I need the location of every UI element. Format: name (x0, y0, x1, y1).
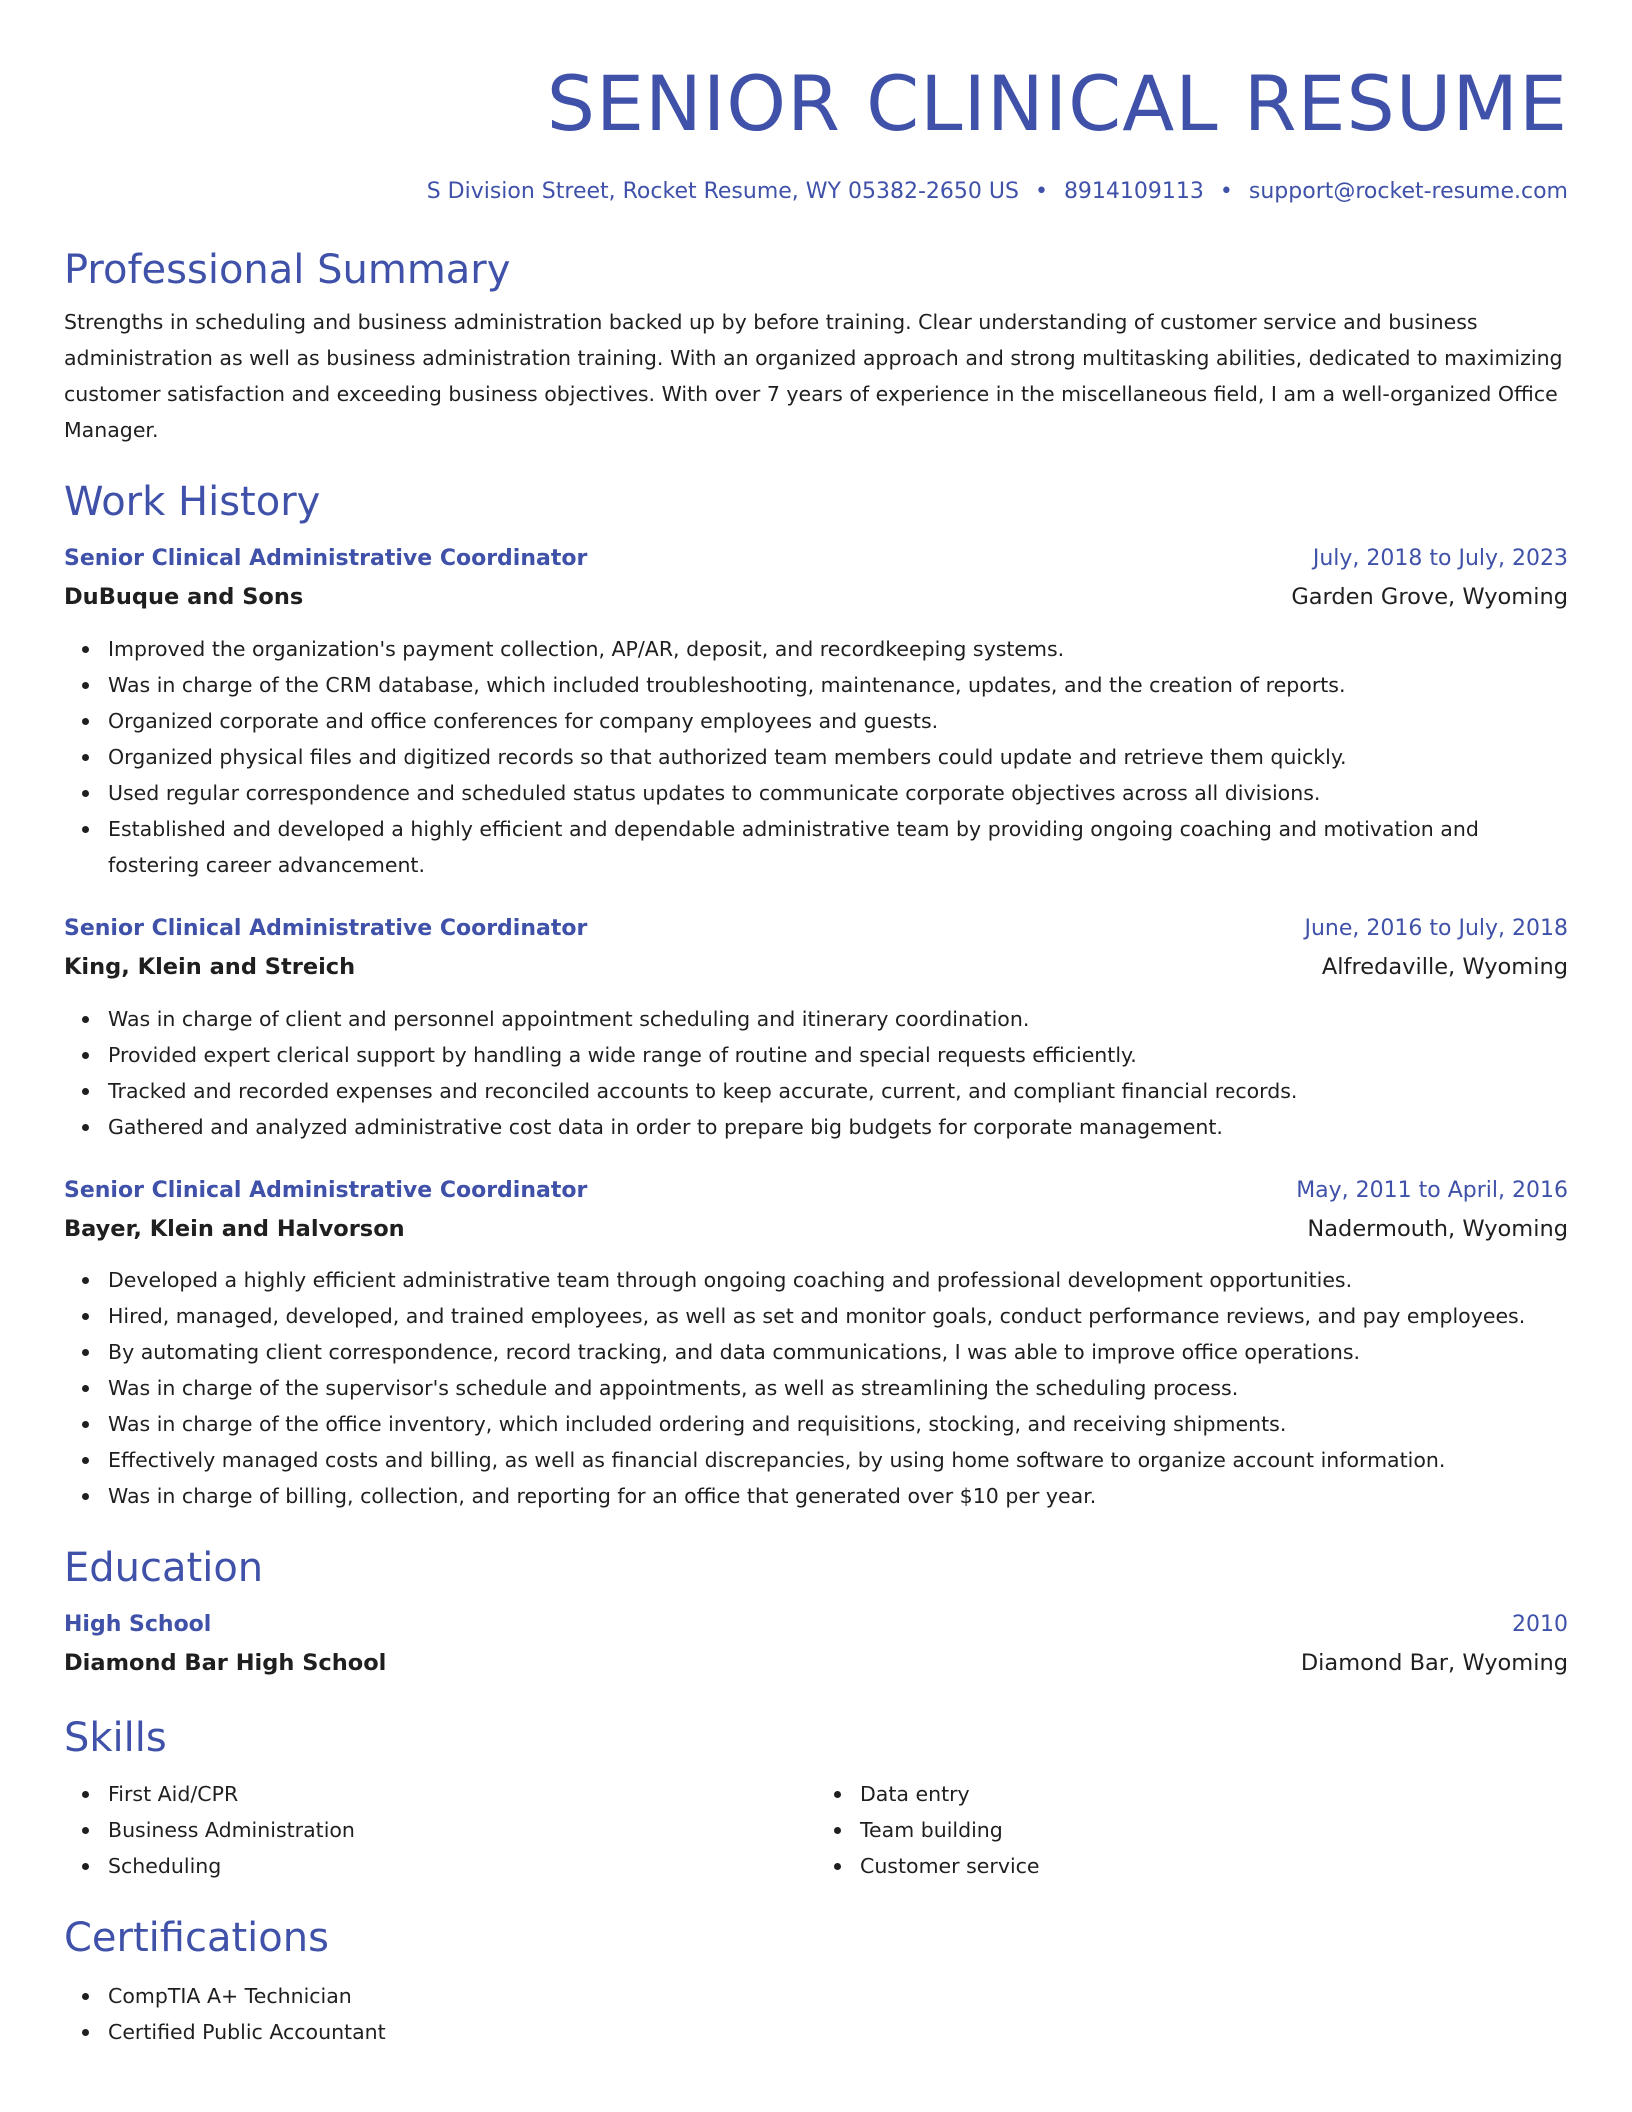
job-bullet: By automating client correspondence, record tracking, and data communications, I was able to improve office operations. (108, 1334, 1568, 1370)
work-history-section (64, 476, 1568, 1514)
skill-item: Team building (860, 1812, 1568, 1848)
contact-address: S Division Street, Rocket Resume, WY 05382-2650 US (426, 179, 1019, 204)
education-location: Diamond Bar, Wyoming (1300, 1650, 1568, 1676)
job-bullet: Organized physical files and digitized records so that authorized team members could update and retrieve them quickly. (108, 739, 1568, 775)
education-heading: Education (64, 1545, 264, 1591)
job-bullet: Hired, managed, developed, and trained employees, as well as set and monitor goals, conduct performance reviews, and pay employees. (108, 1298, 1568, 1334)
job-bullet: Was in charge of billing, collection, and reporting for an office that generated over $10 per year. (108, 1478, 1568, 1514)
summary-heading: Professional Summary (64, 247, 511, 293)
job-bullets (64, 1001, 1568, 1145)
job-entry (64, 540, 1568, 883)
contact-line (64, 176, 1568, 208)
job-location: Garden Grove, Wyoming (1291, 584, 1568, 610)
job-entry (64, 910, 1568, 1145)
job-location: Nadermouth, Wyoming (1307, 1216, 1568, 1242)
job-title: Senior Clinical Administrative Coordinator (64, 1178, 588, 1203)
skill-item: First Aid/CPR (108, 1776, 816, 1812)
contact-separator: • (1034, 179, 1048, 204)
certification-item: Certified Public Accountant (108, 2014, 1568, 2050)
job-bullet: Developed a highly efficient administrative team through ongoing coaching and professional development opportunities. (108, 1262, 1568, 1298)
job-title: Senior Clinical Administrative Coordinator (64, 916, 588, 941)
skill-item: Business Administration (108, 1812, 816, 1848)
certifications-list (64, 1978, 1568, 2050)
summary-text: Strengths in scheduling and business administration backed up by before training. Clear understanding of customer service and business administration as well as business administration training. With an organized approach and strong multitasking abilities, dedicated to maximizing customer satisfaction and exceeding business objectives. With over 7 years of experience in the miscellaneous field, I am a well-organized Office Manager. (64, 310, 1563, 442)
job-bullet: Established and developed a highly efficient and dependable administrative team by providing ongoing coaching and motivation and fostering career advancement. (108, 811, 1568, 883)
job-company: DuBuque and Sons (64, 584, 304, 610)
education-school: Diamond Bar High School (64, 1650, 387, 1676)
education-section (64, 1542, 1568, 1682)
skill-item: Customer service (860, 1848, 1568, 1884)
skills-section (64, 1712, 1568, 1884)
job-bullet: Used regular correspondence and scheduled status updates to communicate corporate objectives across all divisions. (108, 775, 1568, 811)
skill-item: Data entry (860, 1776, 1568, 1812)
resume-title: SENIOR CLINICAL RESUME (546, 59, 1568, 148)
education-degree: High School (64, 1612, 212, 1637)
job-bullet: Provided expert clerical support by handling a wide range of routine and special requests efficiently. (108, 1037, 1568, 1073)
job-bullet: Was in charge of the office inventory, which included ordering and requisitions, stocking, and receiving shipments. (108, 1406, 1568, 1442)
contact-phone: 8914109113 (1063, 179, 1204, 204)
job-company: Bayer, Klein and Halvorson (64, 1216, 405, 1242)
job-bullet: Gathered and analyzed administrative cost data in order to prepare big budgets for corporate management. (108, 1109, 1568, 1145)
job-entry (64, 1172, 1568, 1514)
contact-email[interactable]: support@rocket-resume.com (1248, 179, 1568, 204)
job-bullets (64, 1262, 1568, 1514)
summary-section (64, 244, 1568, 448)
job-dates: July, 2018 to July, 2023 (1312, 546, 1568, 571)
work-history-heading: Work History (64, 479, 321, 525)
job-dates: June, 2016 to July, 2018 (1304, 916, 1568, 941)
skills-heading: Skills (64, 1715, 167, 1761)
certification-item: CompTIA A+ Technician (108, 1978, 1568, 2014)
job-bullet: Was in charge of the CRM database, which included troubleshooting, maintenance, updates, and the creation of reports. (108, 667, 1568, 703)
certifications-heading: Certifications (64, 1915, 329, 1961)
skill-item: Scheduling (108, 1848, 816, 1884)
skills-list-right (816, 1776, 1568, 1884)
skills-list-left (64, 1776, 816, 1884)
job-bullet: Was in charge of the supervisor's schedule and appointments, as well as streamlining the scheduling process. (108, 1370, 1568, 1406)
certifications-section (64, 1912, 1568, 2050)
job-dates: May, 2011 to April, 2016 (1296, 1178, 1568, 1203)
job-bullets (64, 631, 1568, 883)
job-bullet: Effectively managed costs and billing, as well as financial discrepancies, by using home software to organize account information. (108, 1442, 1568, 1478)
job-company: King, Klein and Streich (64, 954, 356, 980)
job-bullet: Improved the organization's payment collection, AP/AR, deposit, and recordkeeping systems. (108, 631, 1568, 667)
job-bullet: Was in charge of client and personnel appointment scheduling and itinerary coordination. (108, 1001, 1568, 1037)
education-year: 2010 (1512, 1612, 1568, 1637)
job-bullet: Organized corporate and office conferences for company employees and guests. (108, 703, 1568, 739)
job-location: Alfredaville, Wyoming (1321, 954, 1568, 980)
contact-separator: • (1219, 179, 1233, 204)
job-title: Senior Clinical Administrative Coordinator (64, 546, 588, 571)
job-bullet: Tracked and recorded expenses and reconciled accounts to keep accurate, current, and compliant financial records. (108, 1073, 1568, 1109)
